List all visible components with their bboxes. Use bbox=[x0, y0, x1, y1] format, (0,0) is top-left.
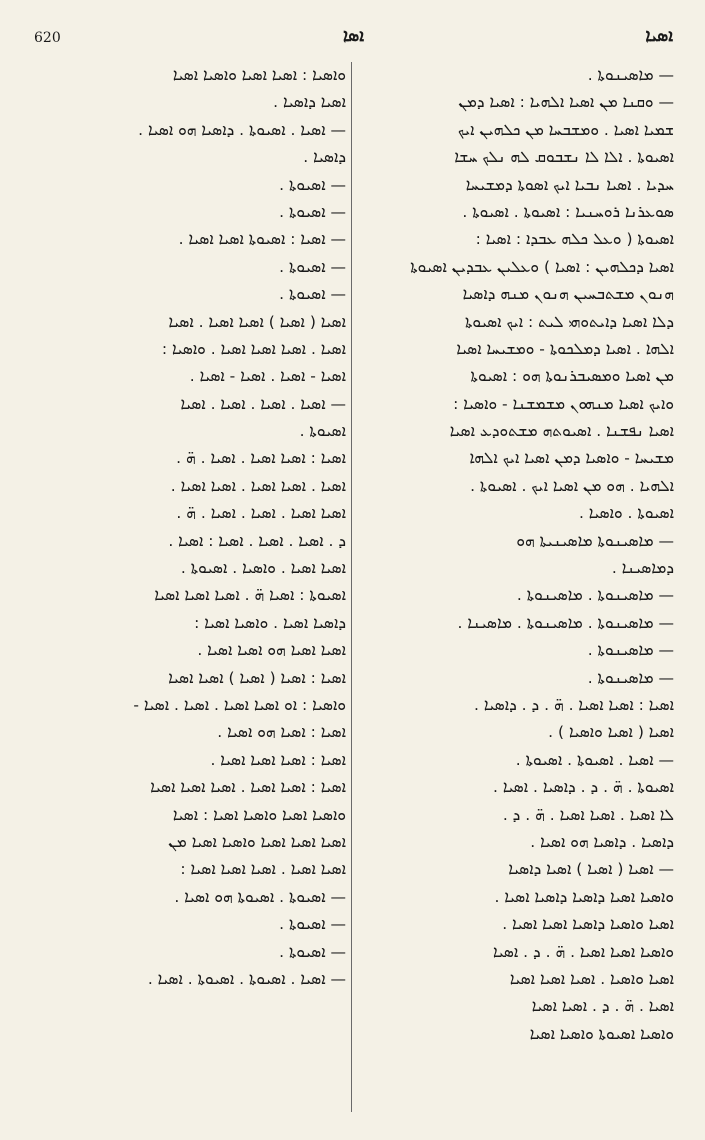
text-line: ܕܐܣܝܐ ܐܣܝܐ . ܘܐܣܝܐ ܐܣܝܐ : bbox=[194, 613, 346, 632]
text-line: ܕܡܐܣܝܢܐ . bbox=[611, 559, 674, 578]
text-line: — ܐܣܝܘܬܐ . bbox=[279, 915, 346, 934]
text-line: — ܐܣܝܘܬܐ . bbox=[279, 942, 346, 961]
text-line: — ܐܣܝܐ : ܐܣܝܘܬܐ ܐܣܝܐ ܐܣܝܐ . bbox=[178, 230, 346, 249]
text-line: — ܐܣܝܐ . ܐܣܝܘܬܐ . ܕܐܣܝܐ ܗܘ ܐܣܝܐ . bbox=[138, 120, 346, 139]
text-line: ܐܣܝܐ ܐܣܝܐ . ܐܣܝܐ ܐܣܝܐ ܐܣܝܐ : bbox=[180, 860, 346, 879]
text-line: ܘܐܣܝܐ : ܐܣܝܐ ܐܣܝܐ ܘܐܣܝܐ ܐܣܝܐ bbox=[172, 66, 346, 84]
text-line: ܡܢ ܐܣܝܐ ܘܡܣܝܒܪܢܘܬܐ ܗܘ : ܐܣܝܘܬܐ bbox=[470, 367, 674, 386]
text-line: ܐܣܝܐ . ܗ̈ . ܕ . ܐܣܝܐ ܐܣܝܐ bbox=[531, 997, 674, 1016]
text-line: — ܐܣܝܐ . ܐܣܝܐ . ܐܣܝܐ . ܐܣܝܐ bbox=[180, 394, 346, 413]
text-line: ܠܐ ܐܣܝܐ . ܐܣܝܐ ܐܣܝܐ . ܗ̈ . ܕ . bbox=[502, 805, 674, 824]
text-line: — ܐܣܝܐ ( ܐܣܝܐ ) ܐܣܝܐ ܕܐܣܝܐ bbox=[508, 860, 674, 879]
text-line: ܘܐܣܝܐ ܐܣܝܐ ܘܐܣܝܐ ܐܣܝܐ : ܐܣܝܐ bbox=[172, 805, 346, 824]
text-line: — ܘܩܢܐ ܡܢ ܐܣܝܐ ܐܠܗܝܐ : ܐܣܝܐ ܕܡܢ bbox=[458, 93, 674, 112]
text-line: ܐܣܝܐ ܐܣܝܐ ܐܣܝܐ ܘܐܣܝܐ ܐܣܝܐ ܡܢ bbox=[168, 832, 346, 851]
text-line: — ܐܣܝܘܬܐ . bbox=[279, 175, 346, 194]
text-line: ܐܠܗܝܐ . ܗܘ ܡܢ ܐܣܝܐ ܐܝܟ . ܐܣܝܘܬܐ . bbox=[470, 476, 674, 495]
text-line: — ܡܐܣܝܢܘܬܐ . ܡܐܣܝܢܘܬܐ . ܡܐܣܝܢܐ . bbox=[457, 613, 674, 632]
text-line: ܐܣܝܘܬܐ . ܘܐܣܝܐ . bbox=[578, 504, 674, 523]
text-line: — ܐܣܝܘܬܐ . ܐܣܝܘܬܐ ܗܘ ܐܣܝܐ . bbox=[174, 887, 346, 906]
text-line: ܐܣܝܐ ܘܐܣܝܐ ܕܐܣܝܐ ܐܣܝܐ ܐܣܝܐ . bbox=[502, 915, 674, 934]
text-line: — ܐܣܝܘܬܐ . bbox=[279, 202, 346, 221]
text-line: ܐܣܝܐ ܐܣܝܐ . ܐܣܝܐ . ܐܣܝܐ . ܗ̈ . bbox=[176, 504, 346, 523]
text-line: ܐܣܝܐ : ܐܣܝܐ ܐܣܝܐ ܐܣܝܐ . bbox=[210, 750, 346, 769]
text-line: ܐܣܝܐ . ܐܣܝܐ ܐܣܝܐ . ܐܣܝܐ ܐܣܝܐ . bbox=[170, 476, 346, 495]
text-line: ܡܫܝܚܐ - ܘܐܣܝܐ ܕܡܢ ܐܣܝܐ ܐܝܟ ܐܠܗܐ bbox=[469, 449, 674, 468]
text-line: ܘܐܣܝܐ : ܐܘ ܐܣܝܐ ܐܣܝܐ . ܐܣܝܐ . ܐܣܝܐ - bbox=[133, 695, 346, 714]
text-line: ܐܣܝܐ : ܐܣܝܐ ܗܘ ܐܣܝܐ . bbox=[217, 723, 346, 742]
text-line: ܐܣܝܐ : ܐܣܝܐ ܐܣܝܐ . ܐܣܝܐ ܐܣܝܐ ܐܣܝܐ bbox=[150, 778, 346, 797]
text-line: ܐܣܝܐ : ܐܣܝܐ ( ܐܣܝܐ ) ܐܣܝܐ ܐܣܝܐ bbox=[168, 668, 346, 687]
text-line: ܕܐܣܝܐ . ܕܐܣܝܐ ܗܘ ܐܣܝܐ . bbox=[530, 832, 674, 851]
text-line: ܕ . ܐܣܝܐ . ܐܣܝܐ . ܐܣܝܐ : ܐܣܝܐ . bbox=[168, 531, 346, 550]
text-line: ܘܐܝܟ ܐܣܝܐ ܡܢܗܘܢ ܡܫܡܫܢܐ - ܘܐܣܝܐ : bbox=[453, 394, 674, 413]
text-line: ܐܣܝܘܬܐ : ܐܣܝܐ ܗ̈ . ܐܣܝܐ ܐܣܝܐ ܐܣܝܐ bbox=[154, 586, 346, 605]
text-line: ܐܣܝܐ ( ܐܣܝܐ ) ܐܣܝܐ ܐܣܝܐ . ܐܣܝܐ bbox=[168, 312, 346, 331]
text-line: — ܡܐܣܝܢܘܬܐ . bbox=[587, 668, 674, 687]
text-line: ܐܣܝܐ ܕܟܠܗܝܢ : ܐܣܝܐ ) ܘܥܠܝܢ ܥܒܕܝܢ ܐܣܝܘܬܐ bbox=[410, 257, 674, 276]
text-line: ܐܣܝܐ - ܐܣܝܐ . ܐܣܝܐ - ܐܣܝܐ . bbox=[189, 367, 346, 386]
text-line: — ܡܐܣܝܢܘܬܐ . ܡܐܣܝܢܘܬܐ . bbox=[516, 586, 674, 605]
text-line: ܐܣܝܐ ܐܣܝܐ ܗܘ ܐܣܝܐ ܐܣܝܐ . bbox=[197, 641, 346, 660]
text-line: ܘܐܣܝܐ ܐܣܝܘܬܐ ܘܐܣܝܐ ܐܣܝܐ bbox=[529, 1024, 674, 1043]
page-headword: ܐܣܝܐ bbox=[645, 26, 673, 46]
text-line: ܐܣܝܐ ܕܐܣܝܐ . bbox=[273, 93, 346, 112]
text-line: ܐܣܝܐ ( ܐܣܝܐ ܘܐܣܝܐ ) . bbox=[548, 723, 674, 742]
text-line: ܐܣܝܐ ܘܐܣܝܐ . ܐܣܝܐ ܐܣܝܐ ܐܣܝܐ bbox=[509, 969, 674, 988]
text-line: ܐܣܝܘܬܐ . ܐܠܐ ܠܐ ܢܫܒܘܩ ܠܗ ܢܠܟ ܚܫܐ bbox=[454, 148, 674, 167]
text-line: ܚܕܝܐ . ܐܣܝܐ ܢܒܝܐ ܐܝܟ ܐܣܘܬܐ ܕܡܫܝܚܐ bbox=[465, 175, 674, 194]
text-line: ܐܣܝܘܬܐ ( ܘܥܠ ܟܠܗ ܥܒܕܐ : ܐܣܝܐ : bbox=[475, 230, 674, 249]
text-line: — ܐܣܝܘܬܐ . bbox=[279, 257, 346, 276]
text-line: ܐܣܝܘܬܐ . bbox=[299, 422, 346, 441]
text-line: ܐܣܝܘܬܐ . ܗ̈ . ܕ . ܕܐܣܝܐ . ܐܣܝܐ . bbox=[493, 778, 674, 797]
text-line: ܐܣܝܐ : ܐܣܝܐ ܐܣܝܐ . ܐܣܝܐ . ܗ̈ . bbox=[176, 449, 346, 468]
running-title: ܐܣܐ bbox=[342, 26, 365, 46]
text-line: ܐܣܝܐ ܢܦܫܢܐ . ܐܣܝܘܬܗ ܡܫܬܘܕܥ ܐܣܝܐ bbox=[449, 422, 674, 441]
text-line: ܐܣܝܐ : ܐܣܝܐ ܐܣܝܐ . ܗ̈ . ܕ . ܕܐܣܝܐ . bbox=[474, 695, 674, 714]
left-column bbox=[28, 62, 346, 1112]
text-line: — ܐܣܝܘܬܐ . bbox=[279, 285, 346, 304]
text-line: ܐܠܗܐ . ܐܣܝܐ ܕܡܠܟܘܬܐ - ܘܡܫܝܚܐ ܐܣܝܐ bbox=[456, 339, 674, 358]
text-line: — ܐܣܝܐ . ܐܣܝܘܬܐ . ܐܣܝܘܬܐ . ܐܣܝܐ . bbox=[147, 969, 346, 988]
text-line: ܘܐܣܝܐ ܐܣܝܐ ܕܐܣܝܐ ܕܐܣܝܐ ܐܣܝܐ . bbox=[494, 887, 674, 906]
text-line: ܫܡܝܐ ܐܣܝܐ . ܘܡܫܒܚܐ ܡܢ ܟܠܗܝܢ ܐܝܟ bbox=[457, 120, 674, 139]
text-line: — ܡܐܣܝܢܘܬܐ ܡܐܣܝܢܝܬܐ ܗܘ bbox=[516, 531, 674, 550]
text-line: — ܐܣܝܐ . ܐܣܝܘܬܐ . ܐܣܝܘܬܐ . bbox=[515, 750, 674, 769]
text-line: ܣܘܥܪܢܐ ܪܘܚܢܝܐ : ܐܣܝܘܬܐ . ܐܣܝܘܬܐ . bbox=[462, 202, 674, 221]
column-divider bbox=[351, 62, 352, 1112]
text-line: — ܡܐܣܝܢܘܬܐ . bbox=[587, 66, 674, 84]
page-number: 620 bbox=[34, 30, 61, 46]
text-line: ܗܢܘܢ ܡܫܬܒܚܝܢ ܗܢܘܢ ܡܢܗ ܕܐܣܝܐ bbox=[462, 285, 674, 304]
page-header bbox=[30, 22, 677, 56]
text-line: — ܡܐܣܝܢܘܬܐ . bbox=[587, 641, 674, 660]
text-line: ܕܐܣܝܐ . bbox=[303, 148, 346, 167]
right-column bbox=[356, 62, 674, 1112]
text-line: ܐܣܝܐ ܐܣܝܐ . ܘܐܣܝܐ . ܐܣܝܘܬܐ . bbox=[180, 559, 346, 578]
text-line: ܐܣܝܐ . ܐܣܝܐ ܐܣܝܐ ܐܣܝܐ . ܘܐܣܝܐ : bbox=[161, 339, 346, 358]
text-line: ܕܠܐ ܐܣܝܐ ܕܐܝܬܘܗܝ ܠܝܬ : ܐܝܟ ܐܣܝܘܬܐ bbox=[464, 312, 674, 331]
text-line: ܘܐܣܝܐ ܐܣܝܐ ܐܣܝܐ . ܗ̈ . ܕ . ܐܣܝܐ bbox=[493, 942, 674, 961]
